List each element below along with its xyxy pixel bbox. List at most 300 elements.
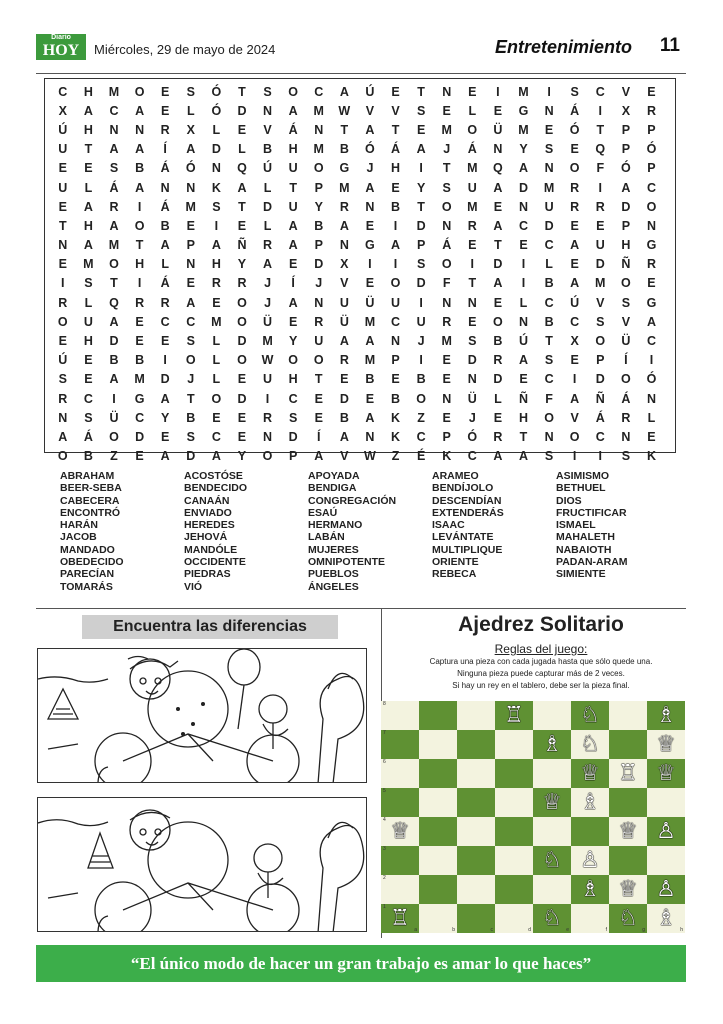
grid-letter: I — [112, 391, 116, 406]
grid-letter: O — [620, 276, 631, 291]
grid-letter: J — [187, 372, 195, 387]
grid-letter: O — [237, 353, 247, 368]
word-item: ISMAEL — [556, 519, 596, 532]
grid-letter: S — [288, 410, 298, 425]
word-item: EXTENDERÁS — [432, 506, 504, 519]
grid-letter: Z — [110, 449, 118, 464]
grid-letter: Í — [624, 353, 628, 368]
grid-letter: Ñ — [595, 391, 605, 406]
file-label: d — [528, 927, 531, 933]
grid-letter: S — [263, 84, 272, 99]
chess-square — [457, 759, 495, 788]
grid-letter: E — [161, 84, 170, 99]
grid-letter: O — [544, 410, 554, 425]
grid-letter: E — [647, 84, 656, 99]
grid-letter: J — [264, 276, 272, 291]
word-item: HARÁN — [60, 519, 98, 532]
grid-letter: O — [288, 353, 298, 368]
grid-letter: O — [467, 122, 478, 137]
grid-letter: C — [544, 238, 554, 253]
grid-letter: B — [391, 199, 401, 214]
grid-letter: V — [263, 122, 272, 137]
grid-letter: S — [84, 276, 93, 291]
grid-letter: C — [570, 314, 580, 329]
word-item: BENDIGA — [308, 482, 357, 495]
grid-letter: A — [109, 372, 119, 387]
grid-letter: N — [58, 238, 68, 253]
grid-letter: D — [518, 180, 528, 195]
grid-letter: M — [441, 122, 452, 137]
grid-letter: E — [135, 334, 144, 349]
grid-letter: A — [518, 449, 528, 464]
grid-letter: L — [212, 122, 221, 137]
grid-letter: N — [135, 122, 145, 137]
word-item: SIMIENTE — [556, 568, 606, 581]
grid-letter: H — [621, 238, 631, 253]
grid-letter: C — [518, 218, 528, 233]
grid-letter: R — [646, 257, 656, 272]
grid-letter: Á — [83, 429, 93, 444]
grid-letter: N — [263, 103, 273, 118]
grid-letter: O — [288, 84, 298, 99]
word-item: PIEDRAS — [184, 568, 231, 581]
grid-letter: R — [314, 314, 324, 329]
grid-letter: A — [493, 180, 503, 195]
grid-letter: E — [468, 84, 477, 99]
grid-letter: A — [109, 314, 119, 329]
word-item: NABAIOTH — [556, 543, 612, 556]
word-item: ASIMISMO — [556, 470, 610, 482]
grid-row — [50, 370, 664, 389]
grid-letter: Ó — [620, 161, 631, 176]
grid-letter: O — [620, 372, 631, 387]
grid-letter: Á — [570, 103, 580, 118]
chess-square — [533, 701, 571, 730]
grid-letter: É — [416, 449, 426, 464]
grid-letter: Á — [160, 276, 170, 291]
chess-square — [495, 846, 533, 875]
grid-letter: U — [288, 161, 298, 176]
grid-letter: E — [365, 391, 375, 406]
grid-letter: C — [83, 391, 93, 406]
grid-letter: A — [186, 142, 196, 157]
grid-letter: B — [544, 314, 554, 329]
grid-letter: T — [596, 122, 605, 137]
grid-letter: C — [109, 103, 119, 118]
grid-letter: N — [58, 410, 68, 425]
word-item: MUJERES — [308, 543, 359, 556]
chess-square — [533, 875, 571, 904]
grid-letter: B — [493, 334, 503, 349]
grid-letter: D — [416, 218, 426, 233]
grid-letter: Á — [595, 410, 605, 425]
grid-letter: C — [544, 372, 554, 387]
grid-letter: E — [314, 391, 323, 406]
grid-letter: V — [365, 103, 375, 118]
grid-letter: O — [237, 314, 247, 329]
grid-letter: A — [365, 122, 375, 137]
grid-letter: N — [263, 429, 273, 444]
grid-letter: A — [288, 103, 298, 118]
grid-letter: O — [262, 449, 273, 464]
grid-letter: U — [83, 314, 93, 329]
word-column — [432, 470, 556, 593]
grid-letter: O — [646, 199, 657, 214]
grid-letter: N — [544, 429, 554, 444]
grid-letter: R — [160, 295, 170, 310]
grid-letter: N — [109, 122, 119, 137]
grid-letter: Á — [442, 238, 452, 253]
grid-letter: N — [314, 295, 324, 310]
rank-label: 8 — [383, 701, 386, 707]
grid-letter: Á — [467, 142, 477, 157]
grid-letter: N — [391, 334, 401, 349]
grid-letter: E — [647, 429, 656, 444]
grid-letter: E — [519, 372, 528, 387]
difference-picture-1 — [37, 648, 367, 783]
grid-letter: S — [58, 372, 67, 387]
grid-letter: T — [494, 238, 502, 253]
chess-piece-icon: ♘ — [542, 847, 562, 873]
grid-letter: T — [519, 429, 528, 444]
grid-letter: I — [649, 353, 654, 368]
grid-letter: N — [186, 257, 196, 272]
grid-letter: A — [493, 276, 503, 291]
grid-letter: D — [211, 142, 221, 157]
grid-letter: O — [57, 314, 68, 329]
grid-letter: V — [621, 84, 631, 99]
grid-letter: O — [569, 161, 580, 176]
grid-letter: Y — [519, 142, 528, 157]
grid-letter: N — [493, 142, 503, 157]
grid-letter: G — [365, 238, 375, 253]
chess-square — [495, 875, 533, 904]
grid-row — [50, 82, 664, 101]
grid-letter: E — [570, 218, 579, 233]
word-item: OMNIPOTENTE — [308, 556, 386, 569]
grid-letter: O — [441, 199, 452, 214]
grid-letter: F — [545, 391, 553, 406]
word-item: CABECERA — [60, 494, 120, 507]
word-item: CONGREGACIÓN — [308, 494, 397, 507]
chess-piece-icon: ♗ — [656, 905, 676, 931]
chess-square — [457, 788, 495, 817]
chess-square — [495, 904, 533, 933]
chess-piece-icon: ♖ — [618, 760, 638, 786]
grid-letter: I — [214, 218, 219, 233]
word-item: ACOSTÓSE — [184, 470, 243, 482]
grid-letter: E — [84, 372, 93, 387]
grid-letter: E — [468, 314, 477, 329]
grid-letter: S — [212, 199, 221, 214]
grid-letter: K — [646, 449, 656, 464]
grid-row — [50, 351, 664, 370]
grid-letter: S — [186, 334, 195, 349]
grid-letter: Ü — [263, 314, 273, 329]
word-item: VIÓ — [184, 580, 203, 593]
grid-letter: P — [647, 122, 656, 137]
grid-letter: E — [135, 314, 144, 329]
word-item: MANDADO — [60, 543, 115, 556]
grid-letter: O — [595, 334, 606, 349]
grid-letter: E — [186, 276, 195, 291]
grid-letter: D — [288, 429, 298, 444]
grid-letter: J — [417, 334, 425, 349]
grid-letter: W — [364, 449, 376, 464]
grid-letter: E — [570, 353, 579, 368]
grid-letter: L — [647, 410, 656, 425]
rank-label: 1 — [383, 904, 386, 910]
chess-square — [533, 759, 571, 788]
grid-letter: B — [544, 276, 554, 291]
chess-square — [495, 730, 533, 759]
chess-square — [609, 701, 647, 730]
grid-letter: E — [58, 199, 67, 214]
chess-rules — [382, 656, 700, 692]
grid-letter: C — [160, 314, 170, 329]
grid-letter: S — [416, 103, 426, 118]
grid-letter: N — [339, 238, 349, 253]
grid-letter: U — [339, 295, 349, 310]
grid-letter: B — [391, 391, 401, 406]
grid-letter: Z — [417, 410, 425, 425]
grid-letter: Ü — [493, 122, 503, 137]
grid-row — [50, 293, 664, 312]
grid-letter: R — [339, 353, 349, 368]
grid-letter: I — [521, 276, 526, 291]
grid-letter: P — [416, 238, 426, 253]
chess-square — [457, 817, 495, 846]
grid-letter: M — [518, 84, 529, 99]
grid-row — [50, 120, 664, 139]
word-item: ABRAHAM — [60, 470, 115, 482]
grid-letter: H — [135, 257, 145, 272]
chess-piece-icon: ♖ — [390, 905, 410, 931]
grid-letter: R — [570, 180, 580, 195]
grid-letter: R — [442, 314, 452, 329]
chess-square — [495, 759, 533, 788]
grid-letter: M — [134, 372, 145, 387]
word-column — [556, 470, 680, 593]
grid-letter: Ú — [58, 353, 68, 368]
chess-piece-icon: ♘ — [580, 702, 600, 728]
word-search-grid — [50, 82, 664, 466]
grid-letter: I — [163, 353, 167, 368]
grid-letter: I — [137, 276, 142, 291]
grid-letter: N — [646, 218, 656, 233]
grid-letter: Q — [493, 161, 503, 176]
grid-letter: C — [646, 334, 656, 349]
grid-letter: E — [161, 103, 170, 118]
grid-letter: D — [493, 372, 503, 387]
grid-letter: E — [365, 276, 375, 291]
grid-letter: C — [391, 314, 401, 329]
grid-letter: A — [339, 84, 349, 99]
grid-letter: Z — [391, 449, 400, 464]
grid-row — [50, 274, 664, 293]
grid-letter: A — [621, 180, 631, 195]
grid-letter: D — [109, 334, 119, 349]
word-item: ARAMEO — [432, 470, 479, 482]
grid-letter: B — [135, 353, 145, 368]
grid-letter: A — [365, 410, 375, 425]
chess-square — [571, 904, 609, 933]
word-item: ENVIADO — [184, 506, 232, 519]
chess-square — [381, 788, 419, 817]
grid-letter: P — [647, 161, 656, 176]
chess-piece-icon: ♘ — [580, 731, 600, 757]
grid-letter: H — [288, 372, 298, 387]
grid-letter: Á — [160, 161, 170, 176]
section-divider — [36, 608, 686, 609]
chess-square — [533, 846, 571, 875]
grid-letter: L — [212, 334, 221, 349]
grid-letter: K — [391, 429, 401, 444]
grid-letter: F — [596, 161, 605, 176]
grid-letter: A — [109, 218, 119, 233]
file-label: c — [490, 927, 493, 933]
chess-piece-icon: ♘ — [618, 905, 638, 931]
grid-letter: T — [468, 276, 477, 291]
grid-letter: M — [441, 334, 452, 349]
grid-letter: O — [569, 429, 580, 444]
file-label: e — [566, 927, 569, 933]
grid-letter: O — [390, 276, 401, 291]
grid-letter: S — [84, 410, 93, 425]
grid-letter: A — [83, 103, 93, 118]
grid-letter: A — [83, 199, 93, 214]
grid-letter: A — [570, 276, 580, 291]
grid-letter: T — [391, 122, 400, 137]
grid-letter: A — [135, 142, 145, 157]
grid-letter: M — [185, 199, 196, 214]
grid-letter: N — [442, 391, 452, 406]
word-item: ESAÚ — [308, 506, 338, 519]
grid-letter: T — [110, 276, 118, 291]
word-item: MULTIPLIQUE — [432, 543, 503, 556]
grid-letter: A — [339, 334, 349, 349]
word-item: JEHOVÁ — [184, 531, 228, 544]
grid-letter: U — [58, 180, 68, 195]
grid-letter: H — [211, 257, 221, 272]
grid-letter: I — [598, 180, 602, 195]
grid-letter: E — [212, 295, 221, 310]
grid-letter: R — [211, 276, 221, 291]
grid-letter: S — [621, 295, 631, 310]
chess-square — [419, 875, 457, 904]
grid-letter: M — [467, 199, 478, 214]
grid-letter: P — [596, 353, 605, 368]
grid-letter: Á — [391, 142, 401, 157]
chess-piece-icon: ♘ — [542, 905, 562, 931]
word-item: BEER-SEBA — [60, 482, 122, 495]
grid-letter: T — [289, 180, 297, 195]
chess-square — [457, 904, 495, 933]
word-item: BENDECIDO — [184, 482, 248, 495]
grid-letter: B — [263, 142, 273, 157]
grid-letter: Ü — [109, 410, 119, 425]
grid-row — [50, 447, 664, 466]
grid-letter: H — [83, 218, 93, 233]
grid-letter: O — [313, 161, 324, 176]
grid-letter: E — [237, 218, 247, 233]
grid-letter: D — [314, 257, 324, 272]
grid-letter: E — [84, 161, 93, 176]
grid-letter: Q — [237, 161, 247, 176]
grid-row — [50, 389, 664, 408]
grid-letter: S — [544, 353, 554, 368]
grid-letter: M — [364, 353, 376, 368]
grid-letter: A — [570, 391, 580, 406]
grid-row — [50, 331, 664, 350]
grid-letter: I — [521, 257, 526, 272]
grid-letter: Ñ — [237, 238, 247, 253]
grid-letter: N — [467, 372, 477, 387]
grid-letter: I — [598, 449, 602, 464]
grid-letter: E — [58, 257, 67, 272]
word-item: REBECA — [432, 568, 477, 581]
grid-letter: A — [58, 429, 68, 444]
grid-letter: Ü — [339, 314, 349, 329]
grid-letter: Ú — [518, 334, 528, 349]
grid-letter: T — [545, 334, 553, 349]
grid-letter: I — [470, 257, 475, 272]
word-item: HEREDES — [184, 519, 235, 532]
grid-letter: C — [135, 410, 145, 425]
grid-letter: R — [58, 295, 68, 310]
grid-letter: P — [288, 449, 298, 464]
grid-letter: E — [212, 410, 221, 425]
word-item: LEVÁNTATE — [432, 531, 494, 544]
grid-letter: A — [135, 103, 145, 118]
grid-letter: L — [545, 257, 553, 272]
bears-bicycle-illustration — [38, 649, 367, 783]
grid-letter: D — [237, 391, 247, 406]
grid-letter: O — [134, 84, 145, 99]
chess-square — [609, 759, 647, 788]
grid-letter: X — [340, 257, 349, 272]
grid-letter: S — [544, 142, 554, 157]
grid-letter: A — [288, 238, 298, 253]
grid-letter: S — [442, 180, 451, 195]
quote-banner: “El único modo de hacer un gran trabajo es amar lo que haces” — [36, 945, 686, 982]
grid-letter: O — [416, 391, 426, 406]
grid-letter: O — [441, 257, 452, 272]
grid-letter: K — [391, 410, 401, 425]
grid-letter: O — [237, 295, 247, 310]
grid-letter: A — [160, 449, 170, 464]
grid-letter: Í — [316, 429, 321, 444]
chess-square — [609, 788, 647, 817]
grid-letter: L — [161, 257, 169, 272]
grid-letter: Ñ — [621, 257, 631, 272]
grid-letter: R — [570, 199, 580, 214]
grid-letter: A — [160, 391, 170, 406]
grid-letter: I — [61, 276, 65, 291]
word-item: APOYADA — [308, 470, 360, 482]
grid-letter: D — [135, 429, 145, 444]
chess-piece-icon: ♙ — [656, 876, 676, 902]
chess-square — [419, 817, 457, 846]
grid-letter: A — [493, 218, 503, 233]
chess-square — [533, 817, 571, 846]
grid-letter: T — [84, 142, 93, 157]
grid-letter: G — [646, 238, 657, 253]
grid-letter: N — [518, 199, 528, 214]
grid-letter: E — [468, 238, 477, 253]
grid-letter: I — [496, 84, 500, 99]
grid-letter: R — [646, 103, 656, 118]
